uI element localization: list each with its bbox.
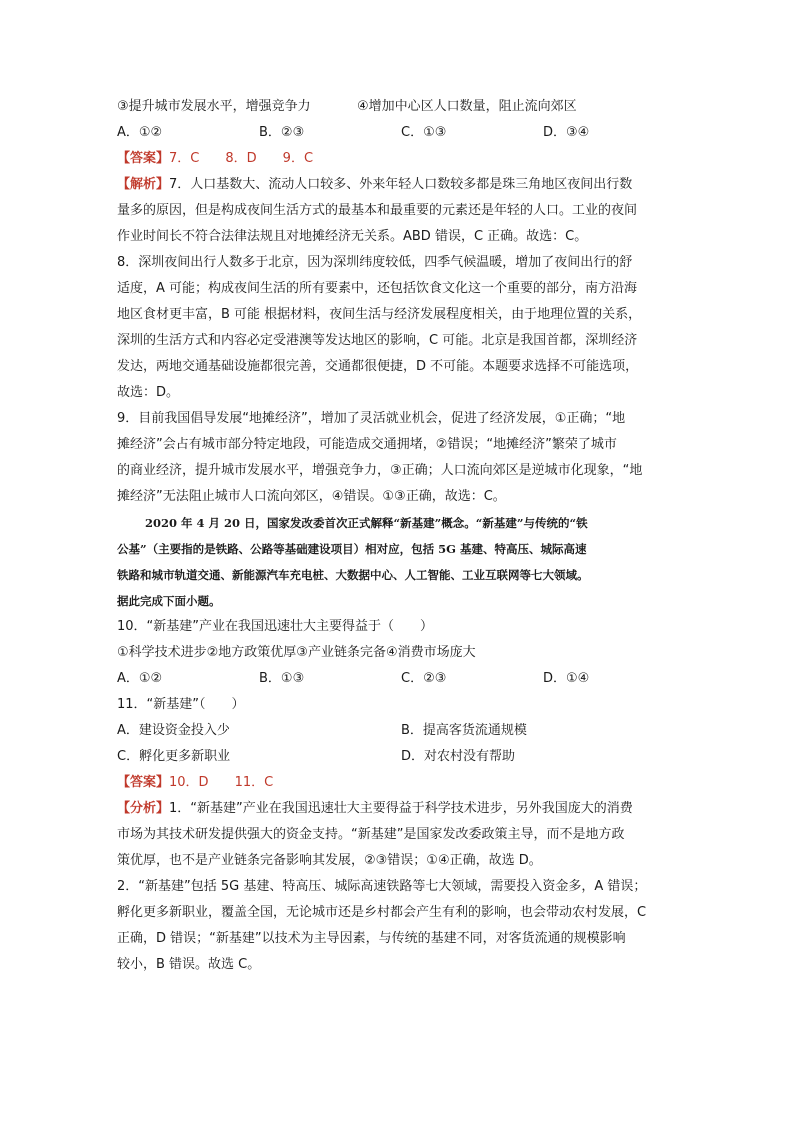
- q10-choice-c: C．②③: [401, 671, 447, 686]
- analysis-text: 发达，两地交通基础设施都很完善，交通都很便捷，D 不可能。本题要求选择不可能选项，: [117, 359, 639, 374]
- q11-choices-row-1: [117, 718, 685, 744]
- q6-option-4: ④增加中心区人口数量，阻止流向郊区: [357, 99, 577, 114]
- q11-choice-d: D．对农村没有帮助: [401, 749, 516, 764]
- q11-choice-c: C．孵化更多新职业: [117, 749, 231, 764]
- q6-option-3: ③提升城市发展水平，增强竞争力: [117, 99, 311, 114]
- q10-choice-a: A．①②: [117, 671, 163, 686]
- content: [117, 94, 685, 978]
- q10-choice-d: D．①④: [543, 671, 590, 686]
- answer-11: 11．C: [234, 775, 274, 790]
- analysis-tag: 【解析】: [117, 177, 170, 192]
- analysis-text: 孵化更多新职业，覆盖全国，无论城市还是乡村都会产生有利的影响，也会带动农村发展，C: [117, 905, 647, 920]
- analysis-text: 较小，B 错误。故选 C。: [117, 957, 261, 972]
- passage-text: 据此完成下面小题。: [117, 594, 221, 608]
- q6-choice-c: C．①③: [401, 125, 447, 140]
- analysis-text: 1．“新基建”产业在我国迅速壮大主要得益于科学技术进步，另外我国庞大的消费: [169, 801, 633, 816]
- analysis-10-11-line: [117, 796, 685, 822]
- analysis-text: 市场为其技术研发提供强大的资金支持。“新基建”是国家发改委政策主导，而不是地方政: [117, 827, 625, 842]
- q10-stem: 10．“新基建”产业在我国迅速壮大主要得益于（ ）: [117, 619, 434, 634]
- analysis-text: 量多的原因，但是构成夜间生活方式的最基本和最重要的元素还是年轻的人口。工业的夜间: [117, 203, 638, 218]
- q6-choice-a: A．①②: [117, 125, 163, 140]
- analysis-text: 摊经济”会占有城市部分特定地段，可能造成交通拥堵，②错误；“地摊经济”繁荣了城市: [117, 437, 617, 452]
- answer-8: 8．D: [225, 151, 257, 166]
- analysis-text: 9．目前我国倡导发展“地摊经济”，增加了灵活就业机会，促进了经济发展，①正确；“地: [117, 411, 626, 426]
- q11-choices-row-2: [117, 744, 685, 770]
- analysis-text: 8．深圳夜间出行人数多于北京，因为深圳纬度较低，四季气候温暖，增加了夜间出行的舒: [117, 255, 633, 270]
- analysis-text: 的商业经济，提升城市发展水平，增强竞争力，③正确；人口流向郊区是逆城市化现象，“地: [117, 463, 643, 478]
- answer-7-9: [117, 146, 685, 172]
- analysis-text: 摊经济”无法阻止城市人口流向郊区，④错误。①③正确，故选：C。: [117, 489, 506, 504]
- passage-text: 铁路和城市轨道交通、新能源汽车充电桩、大数据中心、人工智能、工业互联网等七大领域。: [117, 568, 589, 582]
- answer-tag: 【答案】: [117, 775, 170, 790]
- answer-9: 9．C: [282, 151, 314, 166]
- q6-choice-d: D．③④: [543, 125, 590, 140]
- answer-7: 7．C: [169, 151, 200, 166]
- q10-choices: [117, 666, 685, 692]
- q11-stem: 11．“新基建”（ ）: [117, 697, 245, 712]
- passage-text: 公基”（主要指的是铁路、公路等基础建设项目）相对应，包括 5G 基建、特高压、城际高速: [117, 542, 587, 556]
- analysis-text: 策优厚，也不是产业链条完备影响其发展，②③错误；①④正确，故选 D。: [117, 853, 542, 868]
- passage-text: 2020 年 4 月 20 日，国家发改委首次正式解释“新基建”概念。“新基建”与传统的“铁: [145, 516, 588, 530]
- q6-choice-b: B．②③: [259, 125, 305, 140]
- analysis-text: 故选：D。: [117, 385, 180, 400]
- q10-options: ①科学技术进步②地方政策优厚③产业链条完备④消费市场庞大: [117, 645, 476, 660]
- analysis-text: 作业时间长不符合法律法规且对地摊经济无关系。ABD 错误，C 正确。故选：C。: [117, 229, 588, 244]
- analysis-text: 正确，D 错误；“新基建”以技术为主导因素，与传统的基建不同，对客货流通的规模影响: [117, 931, 626, 946]
- q6-choices: [117, 120, 685, 146]
- analysis-7-9-line: [117, 172, 685, 198]
- analysis-text: 深圳的生活方式和内容必定受港澳等发达地区的影响，C 可能。北京是我国首都，深圳经济: [117, 333, 638, 348]
- analysis-tag: 【分析】: [117, 801, 170, 816]
- q6-options-row: [117, 94, 685, 120]
- answer-10: 10．D: [169, 775, 209, 790]
- answer-10-11: [117, 770, 685, 796]
- q11-choice-a: A．建设资金投入少: [117, 723, 230, 738]
- q11-choice-b: B．提高客货流通规模: [401, 723, 527, 738]
- analysis-text: 适度，A 可能；构成夜间生活的所有要素中，还包括饮食文化这一个重要的部分，南方沿海: [117, 281, 638, 296]
- analysis-text: 7．人口基数大、流动人口较多、外来年轻人口数较多都是珠三角地区夜间出行数: [169, 177, 633, 192]
- analysis-text: 地区食材更丰富，B 可能 根据材料，夜间生活与经济发展程度相关，由于地理位置的关系，: [117, 307, 642, 322]
- answer-tag: 【答案】: [117, 151, 170, 166]
- q10-choice-b: B．①③: [259, 671, 305, 686]
- analysis-text: 2．“新基建”包括 5G 基建、特高压、城际高速铁路等七大领域，需要投入资金多，A 错误；: [117, 879, 647, 894]
